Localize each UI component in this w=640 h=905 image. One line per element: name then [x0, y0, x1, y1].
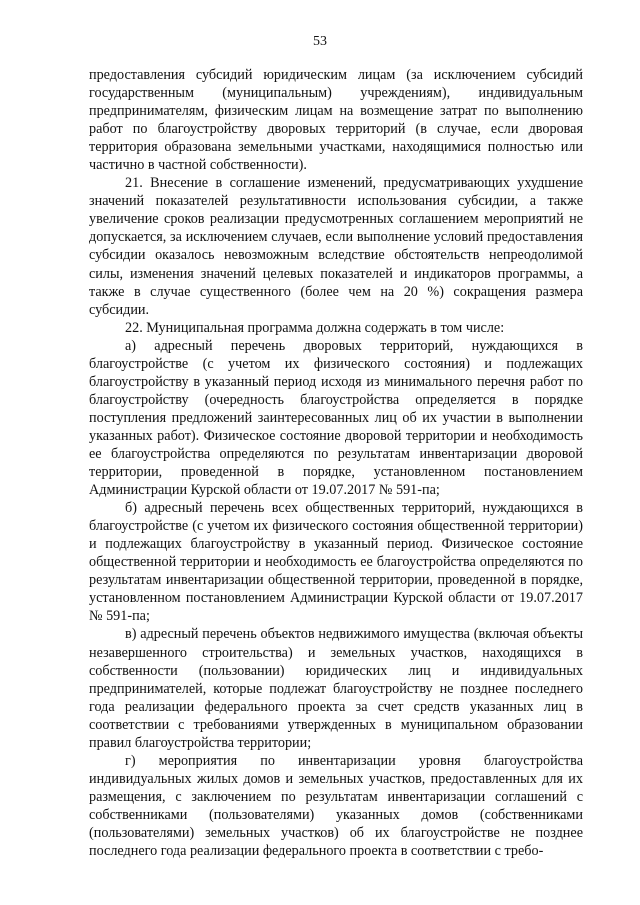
paragraph-22-program-contents: 22. Муниципальная программа должна содержать в том числе:: [125, 319, 505, 336]
document-body: [89, 66, 583, 860]
list-item-a-yard-territories: а) адресный перечень дворовых территорий, нуждающихся в благоустройстве (с учетом их физического состояния) и подлежащих благоустройству в указанный период исходя из минимального перечня работ по благоустройству (очередность благоустройства определяется в порядке поступления предложений заинтересованных лиц об их участии в выполнении указанных работ). Физическое состояние дворовой территории и необходимость ее благоустройства определяются по результатам инвентаризации дворовой территории, проведенной в порядке, установленном постановлением Администрации Курской области от 19.07.2017 № 591-па;: [89, 337, 583, 499]
list-item-b-public-territories: б) адресный перечень всех общественных территорий, нуждающихся в благоустройстве (с учетом их физического состояния общественной территории) и подлежащих благоустройству в указанный период. Физическое состояние общественной территории и необходимость ее благоустройства определяются по результатам инвентаризации общественной территории, проведенной в порядке, установленном постановлением Администрации Курской области от 19.07.2017 № 591-па;: [89, 500, 583, 625]
list-item-v-real-estate-objects: в) адресный перечень объектов недвижимого имущества (включая объекты незавершенного строительства) и земельных участков, находящихся в собственности (пользовании) юридических лиц и индивидуальных предпринимателей, которые подлежат благоустройству не позднее последнего года реализации федерального проекта за счет средств указанных лиц в соответствии с требованиями утвержденных в муниципальном образовании правил благоустройства территории;: [89, 626, 583, 751]
paragraph-subsidy-recipients: предоставления субсидий юридическим лицам (за исключением субсидий государственным (муниципальным) учреждениям), индивидуальным предпринимателям, физическим лицам на возмещение затрат по выполнению работ по благоустройству дворовых территорий (в случае, если дворовая территория образована земельными участками, находящимися полностью или частично в частной собственности).: [89, 67, 583, 174]
paragraph-21-agreement-changes: 21. Внесение в соглашение изменений, предусматривающих ухудшение значений показателей результативности использования субсидии, а также увеличение сроков реализации предусмотренных соглашением мероприятий не допускается, за исключением случаев, если выполнение условий предоставления субсидии оказалось невозможным вследствие обстоятельств непреодолимой силы, изменения значений целевых показателей и индикаторов программы, а также в случае существенного (более чем на 20 %) сокращения размера субсидии.: [89, 175, 583, 318]
list-item-g-inventory-measures: г) мероприятия по инвентаризации уровня благоустройства индивидуальных жилых домов и земельных участков, предоставленных для их размещения, с заключением по результатам инвентаризации соглашений с собственниками (пользователями) указанных домов (собственниками (пользователями) земельных участков) об их благоустройстве не позднее последнего года реализации федерального проекта в соответствии с требо-: [89, 752, 583, 860]
page-number: 53: [313, 34, 327, 49]
